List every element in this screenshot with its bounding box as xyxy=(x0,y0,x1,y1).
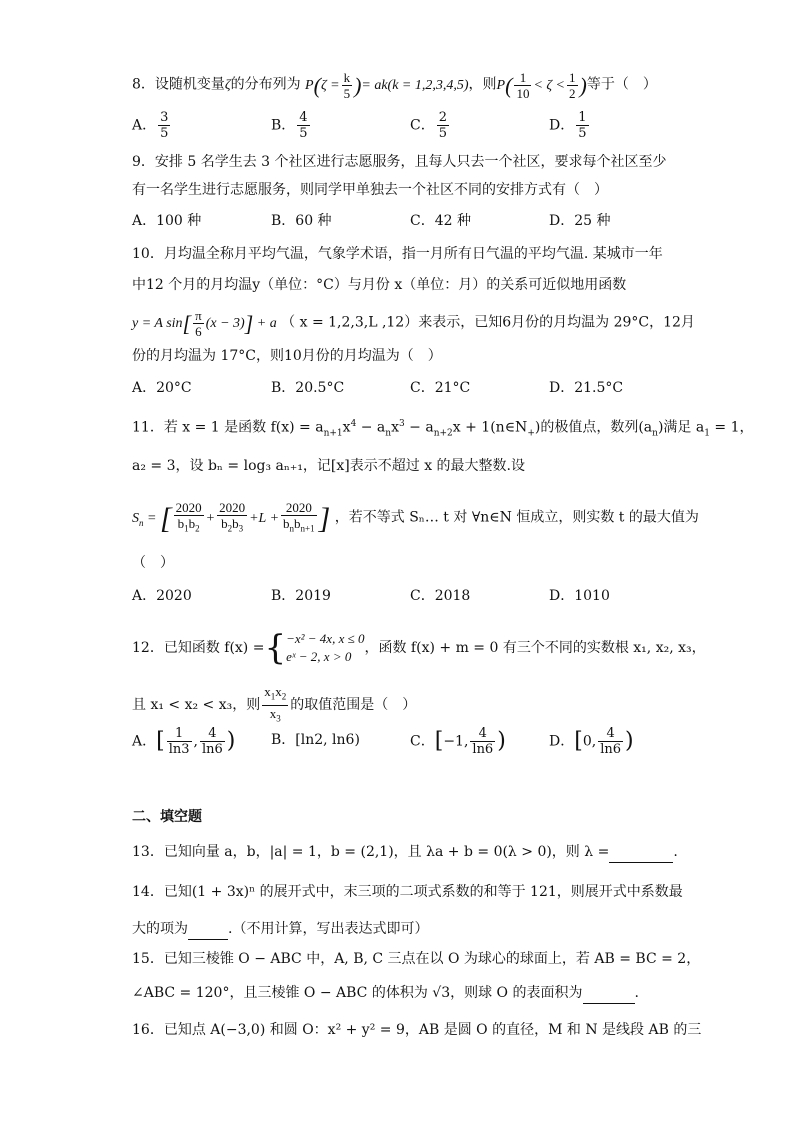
sum-expression: $S_n$ = [ $\frac{2020}{b_1b_2}$ + $\frac{2020}{b_2b_3}$ +L + $\frac{2020}{b_nb_{n+1}}$ ] xyxy=(132,500,331,535)
range-expr: P( $\frac{1}{10}$ < ζ < $\frac{1}{2}$ ) xyxy=(496,70,587,101)
q8-option-a[interactable]: A． $\frac{3}{5}$ xyxy=(132,110,169,141)
question-12-line-2: 且 x₁ < x₂ < x₃，则 $\frac{x_1x_2}{x_3}$ 的取值范围是（ ） xyxy=(132,684,417,724)
q11-option-a[interactable]: A．2020 xyxy=(132,588,192,604)
question-10-line-1: 10．月均温全称月平均气温，气象学术语，指一月所有日气温的平均气温. 某城市一年 xyxy=(132,246,663,262)
q11-option-b[interactable]: B．2019 xyxy=(271,588,331,604)
q9-option-d[interactable]: D．25 种 xyxy=(549,213,611,229)
q8-option-c[interactable]: C． $\frac{2}{5}$ xyxy=(410,110,447,141)
question-9-line-2: 有一名学生进行志愿服务，则同学甲单独去一个社区不同的安排方式有（ ） xyxy=(132,182,608,198)
question-16-line-1: 16．已知点 A(−3,0) 和圆 O：x² + y² = 9，AB 是圆 O 的直径，M 和 N 是线段 AB 的三 xyxy=(132,1022,702,1038)
month-temp-function: y = A sin[ $\frac{\pi}{6}$ (x − 3)] + a xyxy=(132,308,277,339)
prob-expr: P(ζ = $\frac{k}{5}$ )= ak(k = 1,2,3,4,5) xyxy=(305,70,469,101)
question-11-line-2: a₂ = 3，设 bₙ = log₃ aₙ₊₁，记[x]表示不超过 x 的最大整数.设 xyxy=(132,458,525,474)
question-8: 8．设随机变量ζ的分布列为 P(ζ = $\frac{k}{5}$ )= ak(k = 1,2,3,4,5)，则P( $\frac{1}{10}$ < ζ < $\frac{1}{2}$ )等于（ ） xyxy=(132,70,657,101)
question-13: 13．已知向量 a，b，|a| = 1，b = (2,1)，且 λa + b = 0(λ > 0)，则 λ = . xyxy=(132,842,678,863)
q12-option-a[interactable]: A．[ $\frac{1}{\ln 3}$ , $\frac{4}{\ln 6}$ ) xyxy=(132,726,236,757)
question-12-line-1: 12．已知函数 f(x) ={ −x² − 4x, x ≤ 0 eˣ − 2, x > 0 ，函数 f(x) + m = 0 有三个不同的实数根 x₁, x₂, x₃， xyxy=(132,628,706,668)
q9-option-c[interactable]: C．42 种 xyxy=(410,213,471,229)
question-15-line-2: ∠ABC = 120°，且三棱锥 O − ABC 的体积为 √3，则球 O 的表面积为 . xyxy=(132,983,639,1004)
answer-blank[interactable] xyxy=(583,983,635,1004)
question-10-line-2: 中12 个月的月均温y（单位：°C）与月份 x（单位：月）的关系可近似地用函数 xyxy=(132,277,627,293)
question-10-line-3: y = A sin[ $\frac{\pi}{6}$ (x − 3)] + a （ x = 1,2,3,L ,12）来表示，已知6月份的月均温为 29°C，12月 xyxy=(132,308,695,339)
question-9-line-1: 9．安排 5 名学生去 3 个社区进行志愿服务，且每人只去一个社区，要求每个社区至少 xyxy=(132,154,667,170)
q8-option-b[interactable]: B． $\frac{4}{5}$ xyxy=(271,110,308,141)
answer-blank[interactable] xyxy=(188,919,228,940)
question-15-line-1: 15．已知三棱锥 O − ABC 中，A, B, C 三点在以 O 为球心的球面上，若 AB = BC = 2， xyxy=(132,951,701,967)
question-11-line-4: （ ） xyxy=(132,555,174,571)
question-14-line-1: 14．已知(1 + 3x)ⁿ 的展开式中，末三项的二项式系数的和等于 121，则展开式中系数最 xyxy=(132,884,683,900)
q10-option-b[interactable]: B．20.5°C xyxy=(271,380,345,396)
q9-option-b[interactable]: B．60 种 xyxy=(271,213,332,229)
q12-option-c[interactable]: C．[−1, $\frac{4}{\ln 6}$ ) xyxy=(410,726,506,757)
q11-option-d[interactable]: D．1010 xyxy=(549,588,610,604)
section-heading: 二、填空题 xyxy=(132,809,202,825)
q8-option-d[interactable]: D． $\frac{1}{5}$ xyxy=(549,110,587,141)
answer-blank[interactable] xyxy=(609,842,673,863)
q11-option-c[interactable]: C．2018 xyxy=(410,588,471,604)
question-11-line-1: 11．若 x = 1 是函数 $f(x) = a_{n+1}x^4 - a_nx^3 - a_{n+2}x$ + $1(n\in N_+)$的极值点，数列$(a_n)$满足 $a_1 = 1$， xyxy=(132,419,754,439)
piecewise-cases: −x² − 4x, x ≤ 0 eˣ − 2, x > 0 xyxy=(286,631,365,664)
q9-option-a[interactable]: A．100 种 xyxy=(132,213,202,229)
q10-option-d[interactable]: D．21.5°C xyxy=(549,380,624,396)
q12-option-b[interactable]: B．[ln2, ln6) xyxy=(271,732,360,748)
q10-option-a[interactable]: A．20°C xyxy=(132,380,192,396)
q10-option-c[interactable]: C．21°C xyxy=(410,380,471,396)
q12-option-d[interactable]: D．[0, $\frac{4}{\ln 6}$ ) xyxy=(549,726,634,757)
question-10-line-4: 份的月均温为 17°C，则10月份的月均温为（ ） xyxy=(132,348,442,364)
question-14-line-2: 大的项为 .（不用计算，写出表达式即可） xyxy=(132,919,428,940)
question-11-line-3: $S_n$ = [ $\frac{2020}{b_1b_2}$ + $\frac{2020}{b_2b_3}$ +L + $\frac{2020}{b_nb_{n+1}}$ ] ，若不等式 Sₙ… t 对 ∀n∈N 恒成立，则实数 t 的最大值为 xyxy=(132,500,699,535)
